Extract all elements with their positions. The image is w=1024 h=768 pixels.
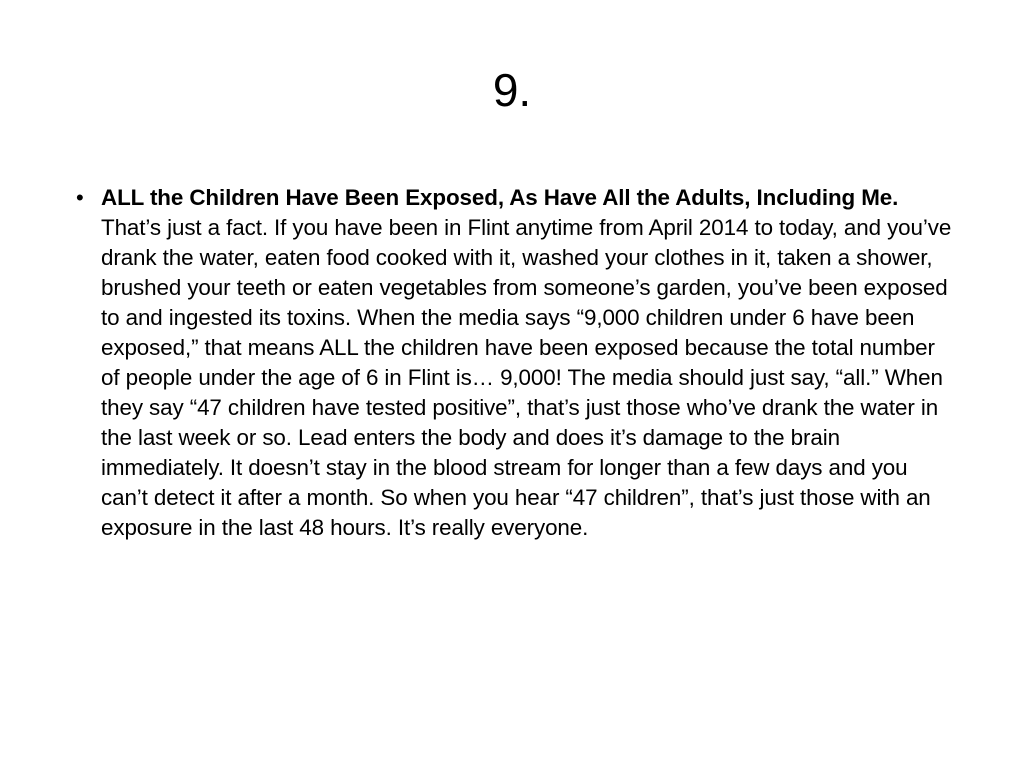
bullet-body-text: That’s just a fact. If you have been in Flint anytime from April 2014 to today, and you’ve drank the water, eaten food cooked with it, washed your clothes in it, taken a shower, brushed your teeth or eaten vegetables from someone’s garden, you’ve been exposed to and ingested its toxins. When the media says “9,000 children under 6 have been exposed,” that means ALL the children have been exposed because the total number of people under the age of 6 in Flint is… 9,000! The media should just say, “all.” When they say “47 children have tested positive”, that’s just those who’ve drank the water in the last week or so. Lead enters the body and does it’s damage to the brain immediately. It doesn’t stay in the blood stream for longer than a few days and you can’t detect it after a month. So when you hear “47 children”, that’s just those with an exposure in the last 48 hours. It’s really everyone. bbox=[101, 215, 952, 540]
bullet-item bbox=[76, 183, 956, 543]
slide-content bbox=[76, 183, 956, 543]
bullet-icon: • bbox=[76, 185, 84, 210]
bullet-heading: ALL the Children Have Been Exposed, As Have All the Adults, Including Me. bbox=[101, 185, 899, 210]
slide-title: 9. bbox=[492, 64, 532, 116]
